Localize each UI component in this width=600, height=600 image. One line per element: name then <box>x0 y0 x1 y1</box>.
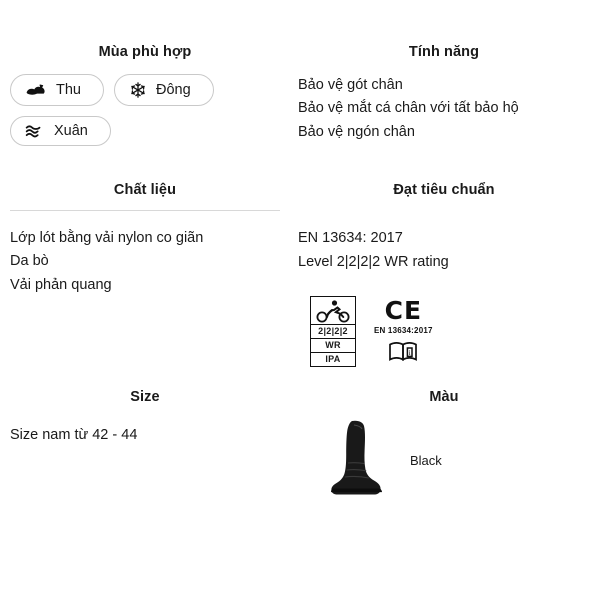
standards-list <box>298 226 590 274</box>
standards-section <box>290 182 600 367</box>
season-section <box>0 44 290 146</box>
leaf-icon <box>25 83 47 97</box>
motorcycle-rider-icon <box>311 297 355 325</box>
boot-image <box>318 417 396 503</box>
spec-top-grid <box>0 0 600 146</box>
svg-text:i: i <box>409 348 412 357</box>
color-option-row[interactable] <box>298 417 590 503</box>
list-item: Bảo vệ ngón chân <box>298 123 415 140</box>
list-item: Vải phản quang <box>10 276 112 293</box>
season-pill-label: Thu <box>56 81 81 98</box>
list-item: Bảo vệ gót chân <box>298 77 403 93</box>
list-item: Level 2|2|2|2 WR rating <box>298 254 449 271</box>
season-pill-xuan[interactable] <box>10 116 111 146</box>
pictogram-water-resistance: WR <box>311 339 355 353</box>
ce-mark: CE <box>384 296 423 326</box>
season-pill-row <box>10 74 280 146</box>
certification-badges <box>298 296 590 367</box>
features-list <box>298 74 590 144</box>
spec-mid-grid <box>0 146 600 367</box>
size-title: Size <box>130 389 160 406</box>
season-pill-dong[interactable] <box>114 74 214 106</box>
size-section <box>0 389 290 503</box>
list-item: Lớp lót bằng vải nylon co giãn <box>10 230 204 246</box>
spec-bottom-grid <box>0 389 600 503</box>
color-section <box>290 389 600 503</box>
season-title: Mùa phù hợp <box>98 44 192 60</box>
list-item: EN 13634: 2017 <box>298 230 403 246</box>
ce-mark-block <box>374 296 433 367</box>
features-section <box>290 44 600 146</box>
materials-section <box>0 182 290 367</box>
list-item: Da bò <box>10 253 49 270</box>
season-pill-label: Đông <box>156 81 191 98</box>
season-pill-thu[interactable] <box>10 74 104 106</box>
pictogram-levels: 2|2|2|2 <box>311 325 355 339</box>
color-title: Màu <box>429 389 459 406</box>
instruction-booklet-icon <box>388 340 418 367</box>
color-name: Black <box>410 452 442 468</box>
season-pill-label: Xuân <box>54 122 88 139</box>
snowflake-icon <box>129 81 147 99</box>
size-value: Size nam từ 42 - 44 <box>10 427 138 444</box>
ce-norm-label: EN 13634:2017 <box>374 326 433 336</box>
pictogram-ipa: IPA <box>325 353 341 364</box>
list-item: Bảo vệ mắt cá chân với tất bảo hộ <box>298 100 519 117</box>
ce-pictogram <box>310 296 356 366</box>
features-title: Tính năng <box>408 44 480 60</box>
waves-icon <box>25 123 45 139</box>
standards-title: Đạt tiêu chuẩn <box>393 182 495 198</box>
materials-list <box>10 227 280 297</box>
materials-title: Chất liệu <box>10 182 280 211</box>
